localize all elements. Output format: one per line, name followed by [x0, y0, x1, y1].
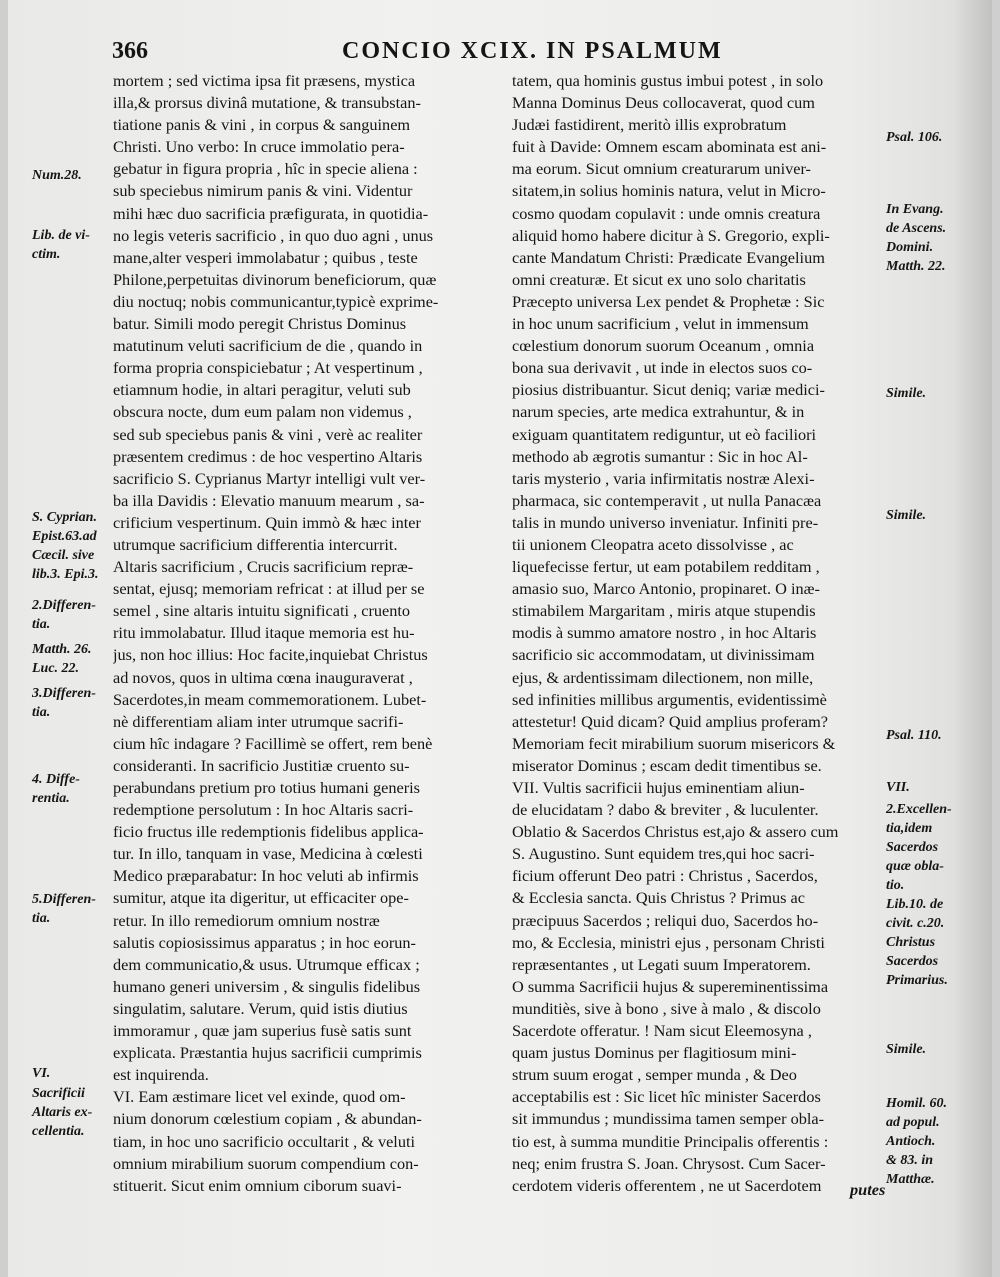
- right-column-line: ejus, & ardentissimam dilectionem, non mille,: [512, 667, 814, 687]
- left-column-line: sub speciebus nimirum panis & vini. Videntur: [113, 181, 413, 201]
- left-column-line: stituerit. Sicut enim omnium ciborum suavi-: [113, 1175, 402, 1195]
- right-text-column: [512, 70, 894, 1197]
- right-column-line: fuit à Davide: Omnem escam abominata est ani-: [512, 137, 827, 157]
- left-margin-note: Sacrificii Altaris ex- cellentia.: [32, 1086, 93, 1139]
- right-column-line: piosius distribuantur. Sicut deniq; variæ medici-: [512, 380, 825, 400]
- right-margin-note: Psal. 106.: [886, 130, 943, 145]
- right-column-line: amasio suo, Marco Antonio, propinaret. O inæ-: [512, 579, 820, 599]
- left-margin-note: Num.28.: [32, 168, 82, 183]
- left-column-line: VI. Eam æstimare licet vel exinde, quod om-: [113, 1087, 406, 1107]
- left-column-line: gebatur in figura propria , hîc in specie aliena :: [113, 159, 418, 179]
- left-column-line: redemptione persolutum : In hoc Altaris sacri-: [113, 800, 414, 820]
- left-column-line: humano generi universim , & singulis fidelibus: [113, 976, 421, 996]
- left-column-line: Medico præparabatur: In hoc veluti ab infirmis: [113, 866, 419, 886]
- right-column-line: bona sua derivavit , ut inde in electos suos co-: [512, 358, 813, 378]
- right-column-line: tii unionem Cleopatra aceto dissolvisse , ac: [512, 534, 794, 554]
- left-column-line: tiam, in hoc uno sacrificio occultarit , & veluti: [113, 1131, 416, 1151]
- page-number: 366: [112, 38, 148, 64]
- left-column-line: mortem ; sed victima ipsa fit præsens, mystica: [113, 71, 416, 90]
- left-column-line: est inquirenda.: [113, 1065, 209, 1085]
- left-margin-note: Lib. de vi- ctim.: [32, 228, 90, 262]
- left-column-line: mihi hæc duo sacrificia præfigurata, in quotidia-: [113, 203, 429, 223]
- right-column-line: cante Mandatum Christi: Prædicate Evangelium: [512, 247, 825, 267]
- left-column-line: sumitur, atque ita digeritur, ut efficaciter ope-: [113, 888, 409, 908]
- right-column-line: strum suum erogat , semper munda , & Deo: [512, 1065, 797, 1085]
- right-column-line: mo, & Ecclesia, ministri ejus , personam Christi: [512, 932, 825, 952]
- running-head: CONCIO XCIX. IN PSALMUM: [342, 38, 723, 64]
- left-column-line: forma propria conspiciebatur ; At vespertinum ,: [113, 358, 423, 378]
- left-column-line: matutinum veluti sacrificium de die , quando in: [113, 336, 423, 356]
- right-column-line: S. Augustino. Sunt equidem tres,qui hoc sacri-: [512, 844, 815, 864]
- right-column-line: Manna Dominus Deus collocaverat, quod cum: [512, 93, 815, 113]
- right-margin-note: Simile.: [886, 508, 927, 523]
- left-column-line: cium hîc indagare ? Facillimè se offert, rem benè: [113, 733, 433, 753]
- left-column-line: ad novos, quos in ultima cœna inauguraverat ,: [113, 667, 413, 687]
- right-column-line: Sacerdote offeratur. ! Nam sicut Eleemosyna ,: [512, 1021, 812, 1041]
- left-margin-note: Matth. 26. Luc. 22.: [32, 642, 92, 676]
- right-column-line: sed infinities millibus argumentis, evidentissimè: [512, 689, 827, 709]
- right-column-line: taris mysterio , varia infirmitatis nostræ Alexi-: [512, 468, 815, 488]
- left-column-line: batur. Simili modo peregit Christus Dominus: [113, 314, 407, 334]
- left-column-line: illa,& prorsus divinâ mutatione, & transubstan-: [113, 93, 421, 113]
- left-column-line: ficio fructus ille redemptionis fidelibus applica-: [113, 822, 424, 842]
- right-column-line: pharmaca, sic contemperavit , ut nulla Panacæa: [512, 490, 822, 510]
- left-column-line: explicata. Præstantia hujus sacrificii cumprimis: [113, 1043, 422, 1063]
- right-column-line: sacrificio sic accommodatam, ut divinissimam: [512, 645, 815, 665]
- left-column-line: semel , sine altaris intuitu significati , cruento: [113, 601, 411, 621]
- left-column-line: jus, non hoc illius: Hoc facite,inquiebat Christus: [113, 645, 428, 665]
- right-column-line: neq; enim frustra S. Joan. Chrysost. Cum Sacer-: [512, 1153, 826, 1173]
- left-text-column: [113, 70, 505, 1197]
- left-column-line: sed sub speciebus panis & vini , verè ac realiter: [113, 424, 423, 444]
- right-column-line: aliquid homo habere dicitur à S. Gregorio, expli-: [512, 225, 830, 245]
- left-column-line: mane,alter vesperi immolabatur ; quibus , teste: [113, 247, 418, 267]
- left-column-line: nè differentiam aliam inter utrumque sacrifi-: [113, 711, 404, 731]
- left-column-line: perabundans pretium pro totius humani generis: [113, 778, 421, 797]
- left-column-line: sacrificio S. Cyprianus Martyr intelligi vult ver-: [113, 468, 426, 488]
- right-column-line: modis à summo amatore nostro , in hoc Altaris: [512, 623, 817, 643]
- right-column-line: VII. Vultis sacrificii hujus eminentiam aliun-: [512, 778, 805, 797]
- right-column-line: stimabilem Margaritam , miris atque stupendis: [512, 601, 816, 621]
- left-column-line: Philone,perpetuitas divinorum beneficiorum, quæ: [113, 269, 437, 289]
- left-column-line: diu noctuq; nobis communicantur,typicè exprime-: [113, 291, 439, 311]
- left-column-line: singulatim, salutare. Verum, quid istis diutius: [113, 998, 408, 1018]
- left-column-line: no legis veteris sacrificio , in quo duo agni , unus: [113, 225, 434, 245]
- right-column-line: cosmo quodam copulavit : unde omnis creatura: [512, 203, 821, 223]
- right-column-line: tio est, à summa munditie Principalis offerentis :: [512, 1131, 829, 1151]
- left-column-line: crificium vespertinum. Quin immò & hæc inter: [113, 512, 421, 532]
- right-column-line: attestetur! Quid dicam? Quid amplius proferam?: [512, 711, 829, 731]
- right-column-line: quam justus Dominus per flagitiosum mini-: [512, 1043, 797, 1063]
- right-column-line: Oblatio & Sacerdos Christus est,ajo & assero cum: [512, 822, 839, 842]
- right-column-line: liquefecisse fertur, ut eam potabilem redditam ,: [512, 557, 820, 577]
- right-column-line: de elucidatam ? dabo & breviter , & luculenter.: [512, 800, 819, 820]
- right-margin-note: 2.Excellen- tia,idem Sacerdos quæ obla- tio. Lib.10. de civit. c.20. Christus Sacerdos Primarius.: [886, 802, 952, 988]
- right-column-line: exiguam quantitatem rediguntur, ut eò faciliori: [512, 424, 817, 444]
- left-column-line: ritu immolabatur. Illud itaque memoria est hu-: [113, 623, 415, 643]
- left-column-line: salutis copiosissimus apparatus ; in hoc eorun-: [113, 932, 416, 952]
- right-column-line: sitatem,in solius hominis natura, velut in Micro-: [512, 181, 826, 201]
- left-column-line: obscura nocte, dum eum palam non videmus ,: [113, 402, 412, 422]
- book-page: [8, 0, 992, 1277]
- left-margin-note: 3.Differen- tia.: [32, 686, 96, 720]
- left-margin-note: VI.: [32, 1066, 51, 1081]
- left-margin-note: S. Cyprian. Epist.63.ad Cæcil. sive lib.3. Epi.3.: [32, 510, 99, 582]
- left-column-line: nium donorum cœlestium copiam , & abundan-: [113, 1109, 422, 1129]
- right-column-line: sit immundus ; mundissima tamen semper obla-: [512, 1109, 825, 1129]
- right-column-line: ficium offerunt Deo patri : Christus , Sacerdos,: [512, 866, 818, 886]
- right-column-line: & Ecclesia sancta. Quis Christus ? Primus ac: [512, 888, 805, 908]
- right-column-line: methodo ab ægrotis sumantur : Sic in hoc Al-: [512, 446, 808, 466]
- right-column-line: tatem, qua hominis gustus imbui potest , in solo: [512, 71, 824, 90]
- left-column-line: immoramur , quæ jam superius fusè satis sunt: [113, 1021, 412, 1041]
- right-column-line: ma eorum. Sicut omnium creaturarum univer-: [512, 159, 811, 179]
- left-column-line: consideranti. In sacrificio Justitiæ cruento su-: [113, 755, 410, 775]
- left-column-line: etiamnum hodie, in altari peragitur, veluti sub: [113, 380, 411, 400]
- left-column-line: tur. In illo, tanquam in vase, Medicina à cœlesti: [113, 844, 423, 864]
- left-column-line: Sacerdotes,in meam commemorationem. Lubet-: [113, 689, 427, 709]
- right-margin-note: Homil. 60. ad popul. Antioch. & 83. in Matthæ.: [886, 1096, 948, 1187]
- left-column-line: dem communicatio,& usus. Utrumque efficax ;: [113, 954, 420, 974]
- right-column-line: omni creaturæ. Et sicut ex uno solo charitatis: [512, 269, 806, 289]
- right-column-line: talis in mundo universo inveniatur. Infiniti pre-: [512, 512, 819, 532]
- left-column-line: Christi. Uno verbo: In cruce immolatio pera-: [113, 137, 405, 157]
- left-column-line: tiatione panis & vini , in corpus & sanguinem: [113, 115, 411, 135]
- left-column-line: omnium mirabilium suorum compendium con-: [113, 1153, 419, 1173]
- right-margin-note: Simile.: [886, 1042, 927, 1057]
- right-margin-note: VII.: [886, 780, 910, 795]
- right-margin-note: Simile.: [886, 386, 927, 401]
- left-column-line: retur. In illo remediorum omnium nostræ: [113, 910, 380, 930]
- right-column-line: cœlestium donorum suorum Oceanum , omnia: [512, 336, 815, 356]
- right-column-line: Præcepto universa Lex pendet & Prophetæ : Sic: [512, 291, 825, 311]
- right-column-line: miserator Dominus ; escam dedit timentibus se.: [512, 755, 822, 775]
- right-column-line: acceptabilis est : Sic licet hîc minister Sacerdos: [512, 1087, 821, 1107]
- right-column-line: Judæi fastidirent, meritò illis exprobratum: [512, 115, 787, 135]
- right-column-line: cerdotem videris offerentem , ne ut Sacerdotem: [512, 1175, 822, 1195]
- right-column-line: O summa Sacrificii hujus & supereminentissima: [512, 976, 829, 996]
- right-margin-note: Psal. 110.: [886, 728, 942, 743]
- page-gutter-shadow: [952, 0, 992, 1277]
- right-column-line: narum species, arte medica extrahuntur, & in: [512, 402, 805, 422]
- left-column-line: sentat, ejusq; memoriam refricat : at illud per se: [113, 579, 425, 599]
- right-column-line: Memoriam fecit mirabilium suorum misericors &: [512, 733, 836, 753]
- right-column-line: repræsentantes , ut Legati suum Imperatorem.: [512, 954, 811, 974]
- right-column-line: munditiès, sive à bono , sive à malo , & discolo: [512, 998, 821, 1018]
- right-margin-note: In Evang. de Ascens. Domini. Matth. 22.: [886, 202, 947, 274]
- left-margin-note: 4. Diffe- rentia.: [32, 772, 80, 806]
- catchword: putes: [850, 1180, 886, 1199]
- right-column-line: in hoc unum sacrificium , velut in immensum: [512, 314, 809, 334]
- left-margin-note: 2.Differen- tia.: [32, 598, 96, 632]
- left-column-line: utrumque sacrificium differentia intercurrit.: [113, 534, 398, 554]
- left-column-line: ba illa Davidis : Elevatio manuum mearum , sa-: [113, 490, 425, 510]
- left-margin-note: 5.Differen- tia.: [32, 892, 96, 926]
- right-column-line: præcipuus Sacerdos ; reliqui duo, Sacerdos ho-: [512, 910, 819, 930]
- left-column-line: Altaris sacrificium , Crucis sacrificium repræ-: [113, 557, 414, 577]
- left-column-line: præsentem credimus : de hoc vespertino Altaris: [113, 446, 423, 466]
